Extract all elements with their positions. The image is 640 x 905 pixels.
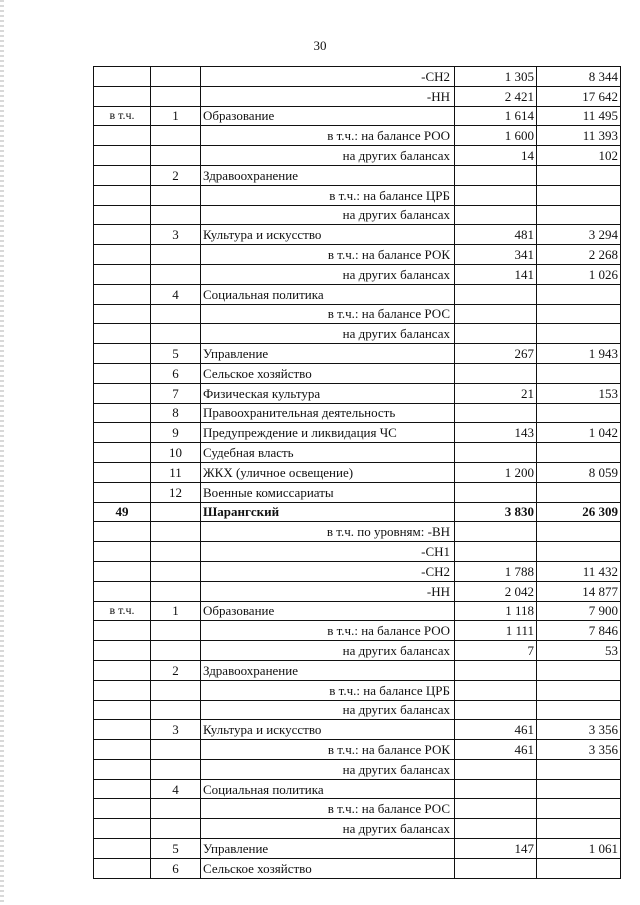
item-name-cell: Управление [201, 839, 455, 859]
table-row [94, 542, 621, 562]
table-row [94, 443, 621, 463]
value-2-cell [537, 858, 621, 878]
value-1-cell [455, 542, 537, 562]
item-number-cell: 3 [151, 720, 201, 740]
value-1-cell [455, 205, 537, 225]
value-2-cell [537, 522, 621, 542]
row-marker-cell [94, 482, 151, 502]
value-1-cell [455, 363, 537, 383]
row-marker-cell [94, 324, 151, 344]
value-2-cell [537, 799, 621, 819]
row-marker-cell [94, 720, 151, 740]
item-number-cell: 11 [151, 462, 201, 482]
item-number-cell [151, 304, 201, 324]
item-number-cell [151, 581, 201, 601]
row-marker-cell [94, 403, 151, 423]
item-name-cell: в т.ч.: на балансе РОК [201, 245, 455, 265]
value-1-cell: 1 111 [455, 621, 537, 641]
item-name-cell: Здравоохранение [201, 165, 455, 185]
item-number-cell [151, 205, 201, 225]
table-row [94, 106, 621, 126]
table-row [94, 759, 621, 779]
value-2-cell: 14 877 [537, 581, 621, 601]
table-row [94, 641, 621, 661]
item-name-cell: Физическая культура [201, 383, 455, 403]
item-name-cell: Судебная власть [201, 443, 455, 463]
value-2-cell: 8 059 [537, 462, 621, 482]
row-marker-cell [94, 423, 151, 443]
value-1-cell [455, 165, 537, 185]
item-number-cell [151, 264, 201, 284]
value-2-cell [537, 403, 621, 423]
value-1-cell: 1 600 [455, 126, 537, 146]
row-marker-cell [94, 759, 151, 779]
table-row [94, 225, 621, 245]
item-name-cell: на других балансах [201, 641, 455, 661]
row-marker-cell [94, 344, 151, 364]
item-number-cell [151, 67, 201, 87]
row-marker-cell: в т.ч. [94, 601, 151, 621]
table-row [94, 304, 621, 324]
value-1-cell: 341 [455, 245, 537, 265]
value-2-cell [537, 759, 621, 779]
value-2-cell [537, 779, 621, 799]
value-2-cell: 3 294 [537, 225, 621, 245]
value-1-cell [455, 324, 537, 344]
table-row [94, 264, 621, 284]
item-number-cell: 7 [151, 383, 201, 403]
table-row [94, 423, 621, 443]
item-name-cell: Культура и искусство [201, 720, 455, 740]
item-name-cell: в т.ч.: на балансе РОС [201, 799, 455, 819]
item-name-cell: Военные комиссариаты [201, 482, 455, 502]
table-row [94, 403, 621, 423]
item-name-cell: на других балансах [201, 700, 455, 720]
value-2-cell: 2 268 [537, 245, 621, 265]
value-1-cell: 1 788 [455, 561, 537, 581]
value-1-cell: 267 [455, 344, 537, 364]
item-number-cell [151, 621, 201, 641]
value-2-cell [537, 443, 621, 463]
value-1-cell: 7 [455, 641, 537, 661]
row-marker-cell [94, 660, 151, 680]
row-marker-cell [94, 779, 151, 799]
value-1-cell [455, 680, 537, 700]
table-row [94, 245, 621, 265]
value-1-cell: 461 [455, 740, 537, 760]
item-number-cell: 6 [151, 363, 201, 383]
table-row [94, 165, 621, 185]
item-name-cell: Сельское хозяйство [201, 363, 455, 383]
row-marker-cell [94, 740, 151, 760]
item-name-cell: Социальная политика [201, 284, 455, 304]
value-2-cell: 17 642 [537, 86, 621, 106]
value-2-cell [537, 304, 621, 324]
value-2-cell [537, 482, 621, 502]
row-marker-cell [94, 561, 151, 581]
table-row [94, 363, 621, 383]
value-1-cell: 141 [455, 264, 537, 284]
value-2-cell: 1 943 [537, 344, 621, 364]
item-number-cell: 1 [151, 106, 201, 126]
item-number-cell: 3 [151, 225, 201, 245]
row-marker-cell [94, 819, 151, 839]
value-2-cell: 3 356 [537, 740, 621, 760]
budget-table [93, 66, 621, 879]
table-row [94, 779, 621, 799]
value-1-cell [455, 403, 537, 423]
value-1-cell [455, 700, 537, 720]
table-row [94, 561, 621, 581]
value-2-cell [537, 680, 621, 700]
item-number-cell [151, 185, 201, 205]
table-row [94, 462, 621, 482]
row-marker-cell [94, 542, 151, 562]
table-row [94, 482, 621, 502]
item-name-cell: Культура и искусство [201, 225, 455, 245]
value-1-cell: 147 [455, 839, 537, 859]
value-2-cell: 7 900 [537, 601, 621, 621]
value-2-cell [537, 660, 621, 680]
table-row [94, 284, 621, 304]
table-row [94, 621, 621, 641]
item-name-cell: -НН [201, 86, 455, 106]
value-1-cell [455, 443, 537, 463]
item-name-cell: в т.ч.: на балансе РОО [201, 621, 455, 641]
value-2-cell: 153 [537, 383, 621, 403]
table-row [94, 67, 621, 87]
item-number-cell: 10 [151, 443, 201, 463]
value-2-cell [537, 324, 621, 344]
item-number-cell [151, 86, 201, 106]
item-name-cell: на других балансах [201, 205, 455, 225]
item-number-cell: 6 [151, 858, 201, 878]
table-row [94, 502, 621, 522]
item-name-cell: в т.ч.: на балансе РОС [201, 304, 455, 324]
item-name-cell: в т.ч.: на балансе ЦРБ [201, 185, 455, 205]
table-body [94, 67, 621, 879]
value-2-cell [537, 700, 621, 720]
item-number-cell [151, 542, 201, 562]
table-row [94, 383, 621, 403]
row-marker-cell [94, 799, 151, 819]
value-2-cell: 1 042 [537, 423, 621, 443]
value-1-cell [455, 799, 537, 819]
item-name-cell: Предупреждение и ликвидация ЧС [201, 423, 455, 443]
item-number-cell [151, 561, 201, 581]
item-number-cell [151, 819, 201, 839]
item-number-cell: 2 [151, 165, 201, 185]
row-marker-cell [94, 304, 151, 324]
value-2-cell [537, 819, 621, 839]
value-2-cell: 1 026 [537, 264, 621, 284]
table-row [94, 146, 621, 166]
value-2-cell: 26 309 [537, 502, 621, 522]
item-name-cell: на других балансах [201, 759, 455, 779]
value-1-cell: 1 614 [455, 106, 537, 126]
item-name-cell: в т.ч.: на балансе ЦРБ [201, 680, 455, 700]
scan-edge [0, 0, 4, 905]
item-name-cell: в т.ч.: на балансе РОК [201, 740, 455, 760]
item-name-cell: Образование [201, 601, 455, 621]
table-row [94, 601, 621, 621]
table-row [94, 839, 621, 859]
value-1-cell [455, 185, 537, 205]
row-marker-cell [94, 462, 151, 482]
value-1-cell [455, 522, 537, 542]
value-2-cell [537, 363, 621, 383]
item-name-cell: Образование [201, 106, 455, 126]
value-1-cell: 14 [455, 146, 537, 166]
item-number-cell [151, 680, 201, 700]
row-marker-cell [94, 86, 151, 106]
item-name-cell: на других балансах [201, 264, 455, 284]
item-number-cell [151, 126, 201, 146]
value-1-cell [455, 819, 537, 839]
value-1-cell: 1 200 [455, 462, 537, 482]
value-1-cell: 461 [455, 720, 537, 740]
page-number: 30 [313, 38, 327, 53]
item-name-cell: -НН [201, 581, 455, 601]
table-row [94, 660, 621, 680]
row-marker-cell [94, 700, 151, 720]
value-1-cell [455, 779, 537, 799]
item-name-cell: -СН2 [201, 67, 455, 87]
value-2-cell: 53 [537, 641, 621, 661]
item-number-cell: 4 [151, 779, 201, 799]
row-marker-cell [94, 146, 151, 166]
item-name-cell: Социальная политика [201, 779, 455, 799]
value-2-cell: 3 356 [537, 720, 621, 740]
item-name-cell: ЖКХ (уличное освещение) [201, 462, 455, 482]
row-marker-cell [94, 264, 151, 284]
item-number-cell: 4 [151, 284, 201, 304]
value-1-cell [455, 759, 537, 779]
item-number-cell [151, 641, 201, 661]
table-row [94, 819, 621, 839]
row-marker-cell [94, 165, 151, 185]
item-name-cell: на других балансах [201, 819, 455, 839]
value-2-cell: 11 393 [537, 126, 621, 146]
row-marker-cell [94, 680, 151, 700]
value-1-cell [455, 858, 537, 878]
item-number-cell: 1 [151, 601, 201, 621]
row-marker-cell [94, 126, 151, 146]
item-number-cell [151, 740, 201, 760]
table-row [94, 700, 621, 720]
item-name-cell: Управление [201, 344, 455, 364]
item-name-cell: -СН1 [201, 542, 455, 562]
item-name-cell: Здравоохранение [201, 660, 455, 680]
row-marker-cell: 49 [94, 502, 151, 522]
row-marker-cell [94, 641, 151, 661]
value-1-cell [455, 304, 537, 324]
table-row [94, 581, 621, 601]
item-name-cell: Правоохранительная деятельность [201, 403, 455, 423]
row-marker-cell [94, 363, 151, 383]
item-number-cell: 5 [151, 839, 201, 859]
row-marker-cell [94, 284, 151, 304]
item-number-cell [151, 759, 201, 779]
value-2-cell [537, 542, 621, 562]
row-marker-cell [94, 245, 151, 265]
table-row [94, 86, 621, 106]
table-row [94, 522, 621, 542]
value-2-cell: 102 [537, 146, 621, 166]
row-marker-cell [94, 185, 151, 205]
row-marker-cell [94, 225, 151, 245]
item-number-cell: 12 [151, 482, 201, 502]
row-marker-cell: в т.ч. [94, 106, 151, 126]
item-number-cell [151, 245, 201, 265]
value-1-cell [455, 660, 537, 680]
table-row [94, 720, 621, 740]
table-row [94, 185, 621, 205]
item-number-cell: 8 [151, 403, 201, 423]
table-row [94, 344, 621, 364]
item-name-cell: Сельское хозяйство [201, 858, 455, 878]
row-marker-cell [94, 443, 151, 463]
value-1-cell: 21 [455, 383, 537, 403]
table-row [94, 799, 621, 819]
item-name-cell: в т.ч.: на балансе РОО [201, 126, 455, 146]
value-1-cell [455, 284, 537, 304]
row-marker-cell [94, 858, 151, 878]
row-marker-cell [94, 67, 151, 87]
table-row [94, 858, 621, 878]
value-2-cell [537, 185, 621, 205]
value-2-cell [537, 205, 621, 225]
row-marker-cell [94, 839, 151, 859]
table-row [94, 126, 621, 146]
item-number-cell [151, 324, 201, 344]
item-number-cell [151, 799, 201, 819]
row-marker-cell [94, 581, 151, 601]
item-number-cell [151, 502, 201, 522]
item-number-cell [151, 146, 201, 166]
value-2-cell: 11 432 [537, 561, 621, 581]
value-2-cell: 11 495 [537, 106, 621, 126]
item-number-cell: 5 [151, 344, 201, 364]
value-2-cell [537, 165, 621, 185]
value-1-cell: 1 118 [455, 601, 537, 621]
row-marker-cell [94, 522, 151, 542]
value-2-cell: 8 344 [537, 67, 621, 87]
value-2-cell [537, 284, 621, 304]
value-1-cell: 143 [455, 423, 537, 443]
item-name-cell: в т.ч. по уровням: -ВН [201, 522, 455, 542]
item-name-cell: на других балансах [201, 324, 455, 344]
item-name-cell: на других балансах [201, 146, 455, 166]
item-name-cell: -СН2 [201, 561, 455, 581]
value-1-cell: 1 305 [455, 67, 537, 87]
table-row [94, 324, 621, 344]
row-marker-cell [94, 205, 151, 225]
value-1-cell: 2 421 [455, 86, 537, 106]
value-1-cell: 2 042 [455, 581, 537, 601]
item-number-cell [151, 700, 201, 720]
value-1-cell [455, 482, 537, 502]
value-2-cell: 1 061 [537, 839, 621, 859]
row-marker-cell [94, 383, 151, 403]
item-name-cell: Шарангский [201, 502, 455, 522]
value-1-cell: 3 830 [455, 502, 537, 522]
table-row [94, 740, 621, 760]
item-number-cell: 9 [151, 423, 201, 443]
row-marker-cell [94, 621, 151, 641]
table-row [94, 205, 621, 225]
item-number-cell [151, 522, 201, 542]
item-number-cell: 2 [151, 660, 201, 680]
table-row [94, 680, 621, 700]
value-1-cell: 481 [455, 225, 537, 245]
value-2-cell: 7 846 [537, 621, 621, 641]
